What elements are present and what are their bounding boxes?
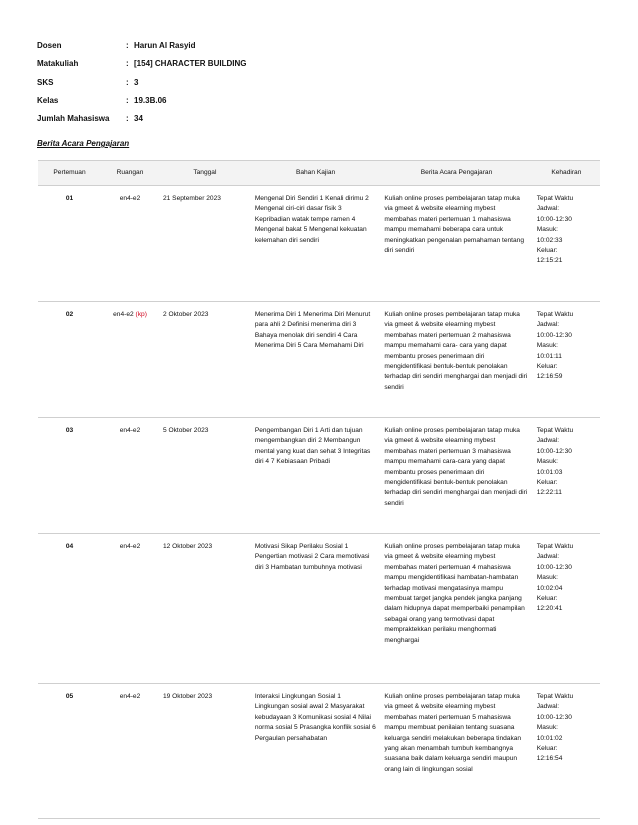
table-row (38, 534, 600, 684)
cell-tanggal: 21 September 2023 (159, 186, 251, 302)
room-code: en4-e2 (113, 311, 134, 318)
cell-ruangan (101, 534, 159, 684)
table-row (38, 302, 600, 418)
kehadiran-line: Masuk: (536, 226, 558, 234)
kehadiran-line: 10:00-12:30 (536, 215, 572, 223)
info-value: 34 (134, 114, 143, 124)
kehadiran-line: Tepat Waktu (536, 427, 574, 434)
table-row (38, 684, 600, 819)
cell-kehadiran (533, 302, 600, 418)
kehadiran-line: 10:00-12:30 (536, 713, 572, 721)
kehadiran-line: Jadwal: (536, 205, 560, 213)
cell-tanggal: 19 Oktober 2023 (159, 684, 251, 819)
kehadiran-line: 12:22:11 (536, 489, 562, 497)
info-value: Harun Al Rasyid (134, 41, 196, 50)
header-kehadiran: Kehadiran (533, 161, 600, 186)
cell-kehadiran (533, 418, 600, 534)
header-tanggal: Tanggal (159, 161, 251, 186)
cell-pertemuan: 04 (38, 534, 101, 684)
header-berita-acara: Berita Acara Pengajaran (380, 161, 532, 186)
cell-ruangan (101, 684, 159, 819)
info-label: Matakuliah (37, 59, 79, 69)
table-row (38, 418, 600, 534)
kehadiran-line: 10:00-12:30 (536, 563, 572, 571)
cell-ruangan (101, 302, 159, 418)
table-header-row (38, 161, 600, 186)
cell-tanggal: 12 Oktober 2023 (159, 534, 251, 684)
kehadiran-line: Tepat Waktu (536, 543, 574, 550)
table-row (38, 186, 600, 302)
info-row-sks: SKS : 3 (37, 74, 246, 92)
info-row-matakuliah: Matakuliah : [154] CHARACTER BUILDING (37, 55, 246, 73)
kehadiran-line: 10:02:04 (536, 584, 563, 592)
cell-ruangan (101, 186, 159, 302)
cell-tanggal: 2 Oktober 2023 (159, 302, 251, 418)
cell-berita-acara: Kuliah online proses pembelajaran tatap muka via gmeet & website elearning mybest membahas materi pertemuan 1 mahasiswa mampu memahami beberapa cara untuk meningkatkan pengenalan pemahaman tentang diri sendiri (380, 186, 532, 302)
room-code: en4-e2 (119, 543, 141, 550)
kehadiran-line: 10:01:11 (536, 352, 562, 360)
room-code: en4-e2 (119, 427, 141, 434)
kehadiran-line: Keluar: (536, 247, 558, 255)
cell-berita-acara: Kuliah online proses pembelajaran tatap muka via gmeet & website elearning mybest membahas materi pertemuan 3 mahasiswa mampu memahami cara-cara yang dapat membantu proses penerimaan diri mengidentifikasi bentuk-bentuk penolakan terhadap diri sendiri menghargai dan menjadi diri sendiri (380, 418, 532, 534)
cell-kehadiran (533, 186, 600, 302)
info-value: 19.3B.06 (134, 95, 167, 105)
info-label: SKS (37, 77, 54, 87)
cell-pertemuan: 01 (38, 186, 101, 302)
table-body (38, 186, 600, 819)
kehadiran-line: 12:16:59 (536, 373, 563, 381)
info-row-kelas: Kelas : 19.3B.06 (37, 92, 246, 110)
info-value: [154] CHARACTER BUILDING (134, 59, 247, 69)
room-code: en4-e2 (119, 195, 141, 202)
kehadiran-line: 10:01:02 (536, 734, 563, 742)
course-info (37, 37, 246, 128)
cell-tanggal: 5 Oktober 2023 (159, 418, 251, 534)
kehadiran-line: 10:00-12:30 (536, 447, 572, 455)
kehadiran-line: Jadwal: (536, 437, 560, 445)
room-code: en4-e2 (119, 693, 141, 700)
kehadiran-line: Jadwal: (536, 553, 560, 561)
info-value: 3 (134, 77, 139, 87)
cell-bahan-kajian: Pengembangan Diri 1 Arti dan tujuan mengembangkan diri 2 Membangun mental yang kuat dan sehat 3 Integritas diri 4 7 Kebiasaan Pribadi (251, 418, 381, 534)
section-title: Berita Acara Pengajaran (37, 139, 130, 148)
cell-berita-acara: Kuliah online proses pembelajaran tatap muka via gmeet & website elearning mybest membahas materi pertemuan 5 mahasiswa mampu membuat penilaian tentang suasana keluarga sendiri melakukan beberapa tindakan yang akan menambah tumbuh kembangnya suasana baik dalam keluarga sendiri maupun orang lain di lingkungan sosial (380, 684, 532, 819)
kehadiran-line: Jadwal: (536, 321, 560, 329)
kehadiran-line: Jadwal: (536, 703, 560, 711)
header-bahan-kajian: Bahan Kajian (251, 161, 381, 186)
cell-bahan-kajian: Menerima Diri 1 Menerima Diri Menurut para ahli 2 Definisi menerima diri 3 Bahaya menolak diri sendiri 4 Cara Menerima Diri 5 Cara Memahami Diri (251, 302, 381, 418)
cell-bahan-kajian: Interaksi Lingkungan Sosial 1 Lingkungan sosial awal 2 Masyarakat kebudayaan 3 Komunikasi sosial 4 Nilai norma sosial 5 Prasangka konflik sosial 6 Pergaulan persahabatan (251, 684, 381, 819)
kehadiran-line: Keluar: (536, 595, 558, 603)
cell-berita-acara: Kuliah online proses pembelajaran tatap muka via gmeet & website elearning mybest membahas materi pertemuan 2 mahasiswa mampu memahami cara- cara yang dapat membantu proses penerimaan diri mengidentifikasi bentuk-bentuk penolakan terhadap diri sendiri menghargai dan menjadi diri sendiri (380, 302, 532, 418)
cell-pertemuan: 05 (38, 684, 101, 819)
kehadiran-line: 12:15:21 (536, 257, 563, 265)
cell-pertemuan: 03 (38, 418, 101, 534)
cell-kehadiran (533, 684, 600, 819)
kehadiran-line: Masuk: (536, 458, 558, 466)
kehadiran-line: Tepat Waktu (536, 311, 574, 318)
info-label: Jumlah Mahasiswa (37, 114, 110, 124)
kehadiran-line: Keluar: (536, 745, 558, 753)
kehadiran-line: 10:02:33 (536, 236, 563, 244)
header-pertemuan: Pertemuan (38, 161, 101, 186)
kehadiran-line: Tepat Waktu (536, 195, 574, 202)
kehadiran-line: 10:01:03 (536, 468, 563, 476)
kehadiran-line: Keluar: (536, 479, 558, 487)
kehadiran-line: Masuk: (536, 574, 558, 582)
kehadiran-line: Masuk: (536, 724, 558, 732)
cell-pertemuan: 02 (38, 302, 101, 418)
info-label: Kelas (37, 95, 59, 105)
kehadiran-line: Tepat Waktu (536, 693, 574, 700)
room-note: (kp) (135, 311, 147, 318)
cell-bahan-kajian: Mengenal Diri Sendiri 1 Kenali dirimu 2 Mengenal ciri-ciri dasar fisik 3 Kepribadian watak tempe ramen 4 Mengenal bakat 5 Mengenal kekuatan kelemahan diri sendiri (251, 186, 381, 302)
kehadiran-line: 12:20:41 (536, 605, 563, 613)
info-row-dosen: Dosen : Harun Al Rasyid (37, 37, 246, 55)
cell-kehadiran (533, 534, 600, 684)
kehadiran-line: Masuk: (536, 342, 558, 350)
kehadiran-line: 12:16:54 (536, 755, 563, 763)
kehadiran-line: Keluar: (536, 363, 558, 371)
cell-bahan-kajian: Motivasi Sikap Perilaku Sosial 1 Pengertian motivasi 2 Cara memotivasi diri 3 Hambatan tumbuhnya motivasi (251, 534, 381, 684)
info-label: Dosen (37, 41, 62, 50)
kehadiran-line: 10:00-12:30 (536, 331, 572, 339)
info-row-jumlah-mahasiswa: Jumlah Mahasiswa : 34 (37, 110, 246, 128)
cell-ruangan (101, 418, 159, 534)
cell-berita-acara: Kuliah online proses pembelajaran tatap muka via gmeet & website elearning mybest membahas materi pertemuan 4 mahasiswa mampu mengidentifikasi hambatan-hambatan terhadap motivasi mengatasinya mampu membuat target jangka pendek jangka panjang dalam hidupnya dapat memperbaiki penampilan sebagai orang yang termotivasi dapat mempraktekkan perilaku menghormati menghargai (380, 534, 532, 684)
header-ruangan: Ruangan (101, 161, 159, 186)
berita-acara-table (38, 160, 600, 819)
